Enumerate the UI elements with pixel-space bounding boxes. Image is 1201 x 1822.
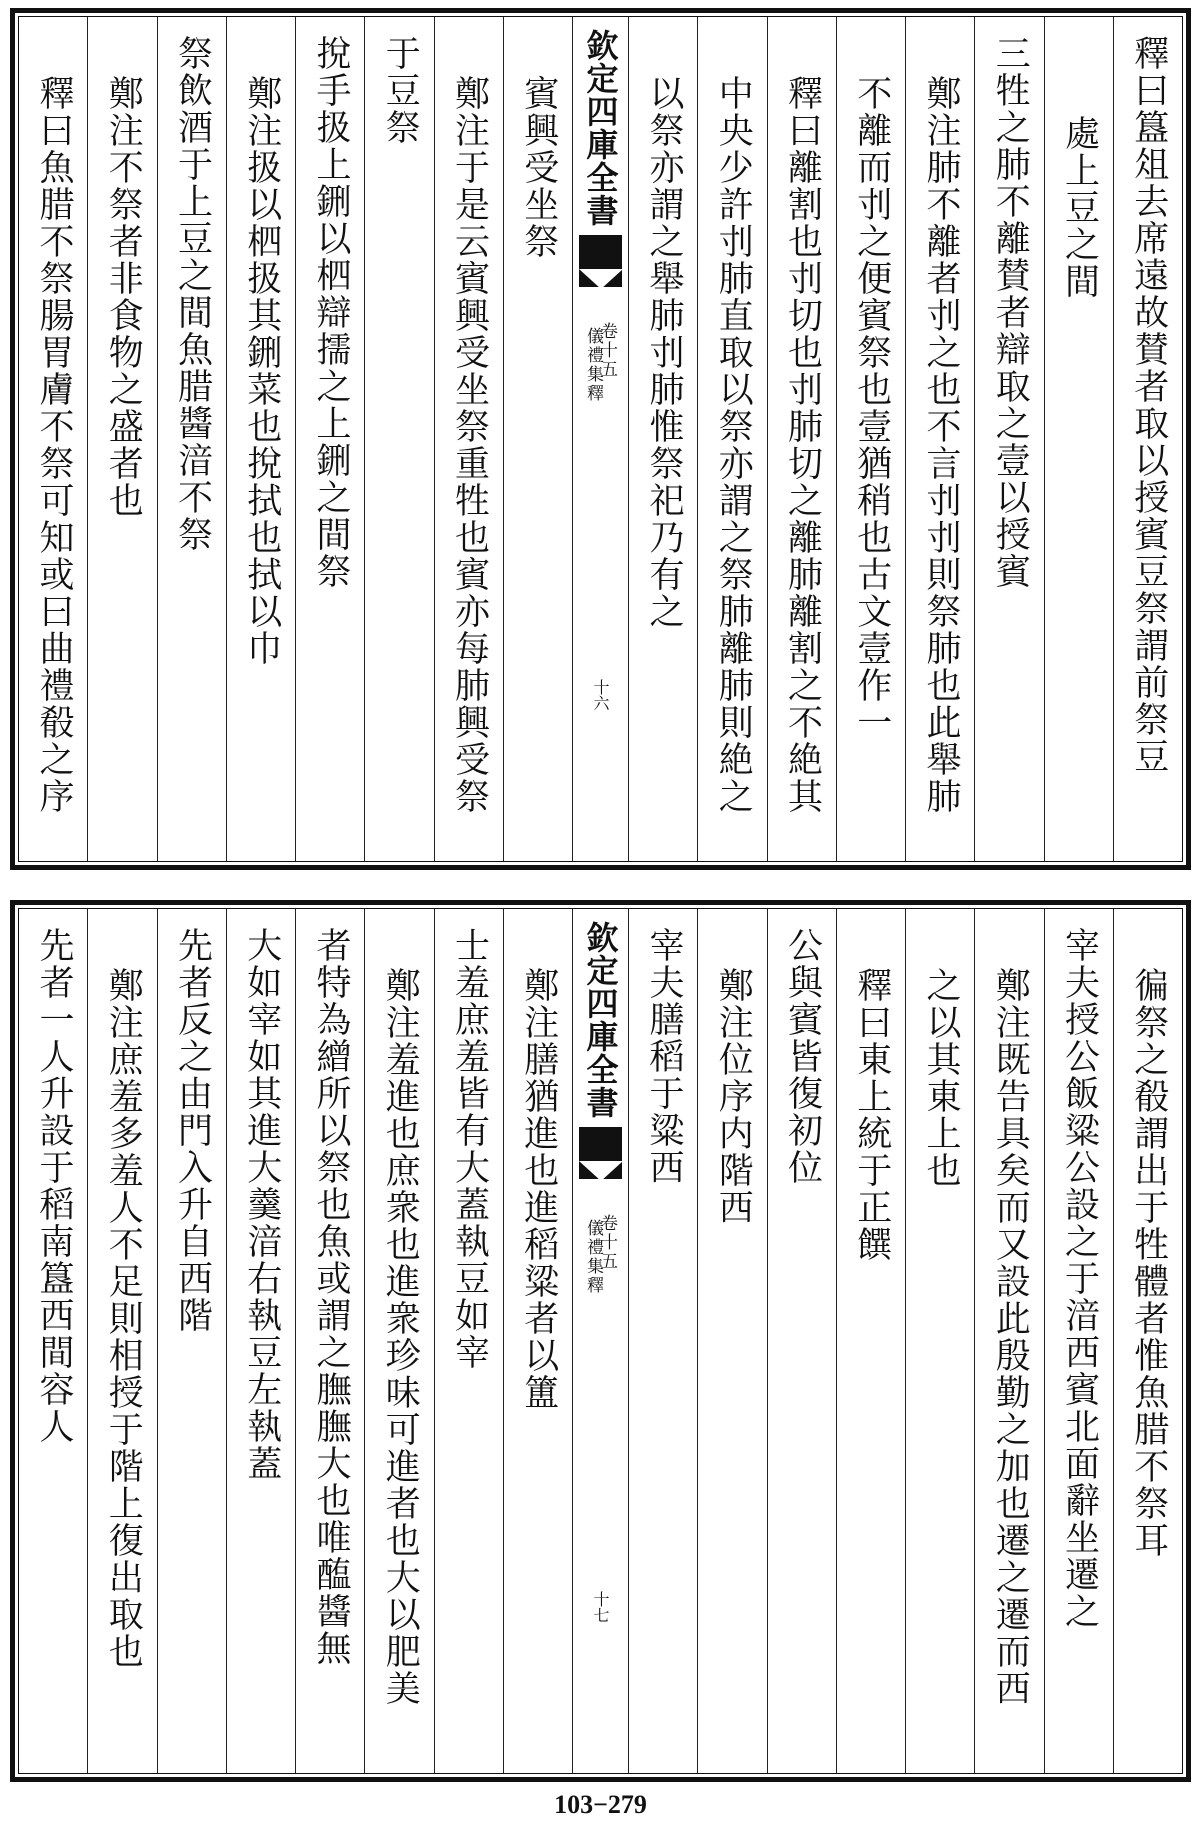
text-column: [295, 17, 364, 861]
fold-page-number: 十七: [591, 1591, 610, 1623]
text-column: [905, 909, 974, 1773]
text-column: [364, 909, 433, 1773]
text-column: [974, 17, 1043, 861]
text-column: [503, 909, 572, 1773]
text-column: [226, 17, 295, 861]
text-column: [87, 17, 156, 861]
column-text: 中央少許刌肺直取以祭亦謂之祭肺離肺則絶之: [713, 75, 754, 815]
page-code: 103−279: [554, 1790, 647, 1819]
text-column: [767, 909, 836, 1773]
column-text: 鄭注于是云賓興受坐祭重牲也賓亦每肺興受祭: [449, 75, 490, 815]
text-column: [697, 909, 766, 1773]
column-text: 鄭注膳猶進也進稻粱者以簠: [518, 967, 559, 1411]
text-column: [1044, 909, 1113, 1773]
fold-title: 欽定四庫全書: [581, 29, 620, 227]
text-column: [1113, 17, 1182, 861]
text-column: [157, 17, 226, 861]
text-column: [836, 909, 905, 1773]
text-column: [1044, 17, 1113, 861]
column-text: 士羞庶羞皆有大蓋執豆如宰: [449, 927, 490, 1371]
text-column: [1113, 909, 1182, 1773]
fold-juan-number: 卷十五: [597, 1214, 617, 1271]
column-text: 徧祭之殽謂出于牲體者惟魚腊不祭耳: [1128, 967, 1169, 1559]
text-column: [434, 909, 503, 1773]
column-text: 祭飲酒于上豆之間魚腊醬湆不祭: [172, 35, 213, 553]
column-text: 于豆祭: [380, 35, 421, 146]
column-text: 宰夫膳稻于粱西: [644, 927, 684, 1186]
text-column: [87, 909, 156, 1773]
column-text: 不離而刌之便賓祭也壹猶稍也古文壹作一: [851, 75, 892, 741]
text-column: [697, 17, 766, 861]
column-text: 以祭亦謂之舉肺刌肺惟祭祀乃有之: [644, 75, 684, 630]
fold-book-title: 儀禮集釋: [583, 327, 603, 403]
fishtail-mark: [579, 235, 622, 311]
column-text: 宰夫授公飯粱公設之于湆西賓北面辭坐遷之: [1059, 927, 1100, 1630]
center-fold: [572, 909, 628, 1773]
text-column: [503, 17, 572, 861]
column-text: 挩手扱上鉶以柶辯擩之上鉶之間祭: [311, 35, 351, 590]
text-column: [836, 17, 905, 861]
text-column: [226, 909, 295, 1773]
fold-title: 欽定四庫全書: [581, 921, 620, 1119]
column-text: 鄭注既告具矣而又設此殷勤之加也遷之遷而西: [990, 967, 1031, 1707]
column-text: 鄭注不祭者非食物之盛者也: [103, 75, 144, 519]
bottom-page-frame: [10, 900, 1191, 1782]
column-text: 鄭注肺不離者刌之也不言刌刌則祭肺也此舉肺: [921, 75, 961, 815]
text-column: [295, 909, 364, 1773]
column-text: 鄭注羞進也庶衆也進衆珍味可進者也大以肥美: [380, 967, 421, 1707]
column-text: 鄭注庶羞多羞人不足則相授于階上復出取也: [103, 967, 144, 1670]
text-column: [434, 17, 503, 861]
text-column: [157, 909, 226, 1773]
text-column: [364, 17, 433, 861]
column-text: 先者反之由門入升自西階: [172, 927, 213, 1334]
fold-page-number: 十六: [591, 679, 610, 711]
column-text: 釋曰簋俎去席遠故賛者取以授賓豆祭謂前祭豆: [1128, 35, 1169, 775]
column-text: 者特為繒所以祭也魚或謂之膴膴大也唯醢醬無: [311, 927, 351, 1667]
column-text: 釋曰離割也刌切也刌肺切之離肺離割之不絶其: [782, 75, 823, 815]
column-text: 先者一人升設于稻南簋西間容人: [34, 927, 74, 1445]
center-fold: [572, 17, 628, 861]
column-text: 釋曰東上統于正饌: [851, 967, 892, 1263]
bottom-text-columns: [19, 909, 1182, 1773]
top-text-columns: [19, 17, 1182, 861]
column-text: 大如宰如其進大羹湆右執豆左執蓋: [241, 927, 282, 1482]
column-text: 鄭注位序内階西: [713, 967, 754, 1226]
column-text: 釋曰魚腊不祭腸胃膚不祭可知或曰曲禮殽之序: [34, 75, 74, 815]
text-column: [905, 17, 974, 861]
column-text: 賓興受坐祭: [518, 75, 559, 260]
text-column: [19, 17, 87, 861]
fold-book-title: 儀禮集釋: [583, 1219, 603, 1295]
text-column: [628, 17, 697, 861]
fishtail-mark: [579, 1127, 622, 1203]
fold-juan-number: 卷十五: [597, 322, 617, 379]
column-text: 公與賓皆復初位: [782, 927, 823, 1186]
top-page-frame: [10, 8, 1191, 870]
text-column: [974, 909, 1043, 1773]
text-column: [628, 909, 697, 1773]
text-column: [767, 17, 836, 861]
column-text: 處上豆之間: [1059, 115, 1100, 300]
column-text: 之以其東上也: [921, 967, 961, 1189]
column-text: 鄭注扱以柶扱其鉶菜也挩拭也拭以巾: [241, 75, 282, 667]
column-text: 三牲之肺不離賛者辯取之壹以授賓: [990, 35, 1031, 590]
text-column: [19, 909, 87, 1773]
